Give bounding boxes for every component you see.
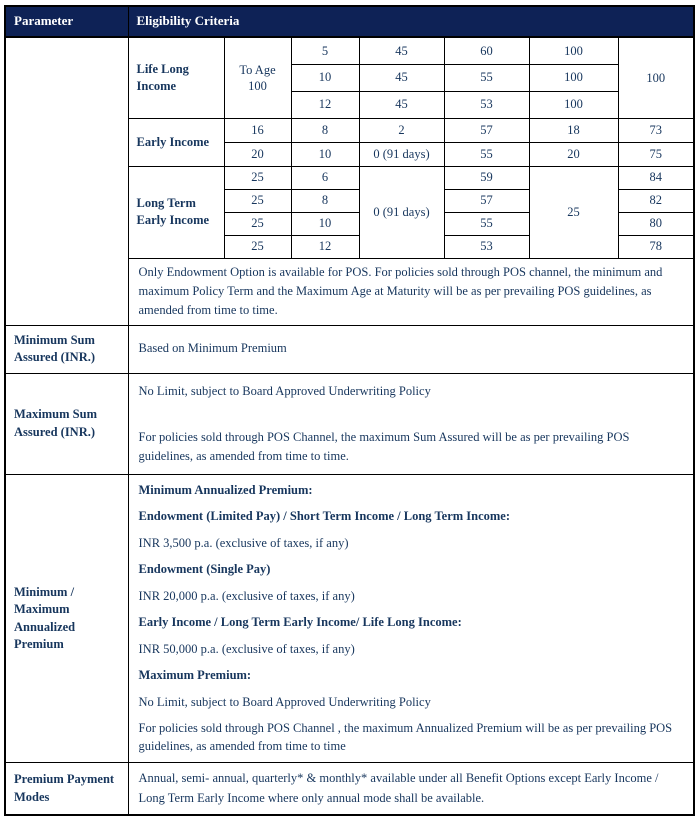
grid-cell: 82 — [618, 189, 694, 212]
grid-cell: 100 — [529, 91, 618, 118]
premium-line: INR 20,000 p.a. (exclusive of taxes, if any) — [138, 588, 355, 603]
grid-row — [5, 37, 694, 64]
benefit-life-long-income: Life Long Income — [128, 37, 224, 118]
grid-cell: 8 — [291, 189, 359, 212]
grid-cell: 84 — [618, 166, 694, 189]
param-payment-modes: Premium Payment Modes — [5, 763, 128, 815]
param-min-sum-assured: Minimum Sum Assured (INR.) — [5, 325, 128, 373]
grid-cell: 10 — [291, 212, 359, 235]
grid-cell: 20 — [224, 142, 291, 166]
grid-cell-maturity-life-long: 100 — [618, 37, 694, 118]
grid-cell-entry-age-long-term: 0 (91 days) — [359, 166, 444, 258]
annualized-premium-row — [5, 474, 694, 763]
premium-line: For policies sold through POS Channel , the maximum Annualized Premium will be as per prevailing POS guidelines, as amended from time to time — [138, 721, 673, 753]
grid-cell: 55 — [444, 212, 529, 235]
premium-line: Minimum Annualized Premium: — [138, 482, 313, 497]
grid-cell: 8 — [291, 118, 359, 142]
grid-cell: 53 — [444, 91, 529, 118]
grid-cell-shared-long-term: 25 — [529, 166, 618, 258]
max-sum-assured-row — [5, 373, 694, 474]
premium-line: No Limit, subject to Board Approved Underwriting Policy — [138, 694, 431, 709]
grid-cell: 25 — [224, 212, 291, 235]
grid-cell: 10 — [291, 142, 359, 166]
grid-cell: 53 — [444, 235, 529, 258]
header-eligibility-criteria: Eligibility Criteria — [128, 6, 694, 37]
premium-line: Endowment (Limited Pay) / Short Term Income / Long Term Income: — [138, 509, 511, 524]
min-sum-assured-row — [5, 325, 694, 373]
grid-cell: 57 — [444, 189, 529, 212]
grid-cell: 12 — [291, 91, 359, 118]
premium-line: Maximum Premium: — [138, 668, 252, 683]
grid-cell: 59 — [444, 166, 529, 189]
grid-cell: 75 — [618, 142, 694, 166]
grid-cell: 18 — [529, 118, 618, 142]
grid-cell: 6 — [291, 166, 359, 189]
grid-cell: 5 — [291, 37, 359, 64]
max-sum-line-1: No Limit, subject to Board Approved Underwriting Policy — [138, 383, 431, 398]
term-life-long: To Age 100 — [224, 37, 291, 118]
param-max-sum-assured: Maximum Sum Assured (INR.) — [5, 373, 128, 474]
grid-cell: 25 — [224, 166, 291, 189]
benefit-early-income: Early Income — [128, 118, 224, 166]
grid-cell: 55 — [444, 64, 529, 91]
grid-cell: 45 — [359, 37, 444, 64]
table-header-row — [5, 6, 694, 37]
grid-cell: 60 — [444, 37, 529, 64]
grid-cell: 25 — [224, 235, 291, 258]
payment-modes-value: Annual, semi- annual, quarterly* & monthly* available under all Benefit Options except Early Income / Long Term Early Income where only annual mode shall be available. — [128, 763, 694, 815]
payment-modes-row — [5, 763, 694, 815]
grid-cell: 57 — [444, 118, 529, 142]
premium-line: Early Income / Long Term Early Income/ Life Long Income: — [138, 615, 462, 630]
premium-line: INR 3,500 p.a. (exclusive of taxes, if any) — [138, 535, 349, 550]
grid-cell: 78 — [618, 235, 694, 258]
max-sum-line-2: For policies sold through POS Channel, the maximum Sum Assured will be as per prevailing POS guidelines, as amended from time to time. — [138, 430, 630, 464]
eligibility-table — [4, 5, 695, 816]
grid-cell: 100 — [529, 64, 618, 91]
benefit-long-term-early-income: Long Term Early Income — [128, 166, 224, 258]
empty-parameter-cell — [5, 37, 128, 325]
grid-cell: 100 — [529, 37, 618, 64]
grid-cell: 45 — [359, 91, 444, 118]
grid-cell: 16 — [224, 118, 291, 142]
min-sum-assured-value: Based on Minimum Premium — [128, 325, 694, 373]
grid-cell: 10 — [291, 64, 359, 91]
param-annualized-premium: Minimum / Maximum Annualized Premium — [5, 474, 128, 763]
grid-cell: 20 — [529, 142, 618, 166]
grid-cell: 45 — [359, 64, 444, 91]
grid-cell: 0 (91 days) — [359, 142, 444, 166]
grid-cell: 55 — [444, 142, 529, 166]
annualized-premium-details — [128, 474, 694, 763]
max-sum-assured-value — [128, 373, 694, 474]
grid-cell: 80 — [618, 212, 694, 235]
premium-line: INR 50,000 p.a. (exclusive of taxes, if any) — [138, 641, 355, 656]
grid-cell: 25 — [224, 189, 291, 212]
grid-cell: 12 — [291, 235, 359, 258]
pos-note-text: Only Endowment Option is available for POS. For policies sold through POS channel, the minimum and maximum Policy Term and the Maximum Age at Maturity will be as per prevailing POS guidelines, as amended from time to time. — [128, 258, 694, 325]
premium-line: Endowment (Single Pay) — [138, 562, 271, 577]
header-parameter: Parameter — [5, 6, 128, 37]
grid-cell: 73 — [618, 118, 694, 142]
grid-cell: 2 — [359, 118, 444, 142]
